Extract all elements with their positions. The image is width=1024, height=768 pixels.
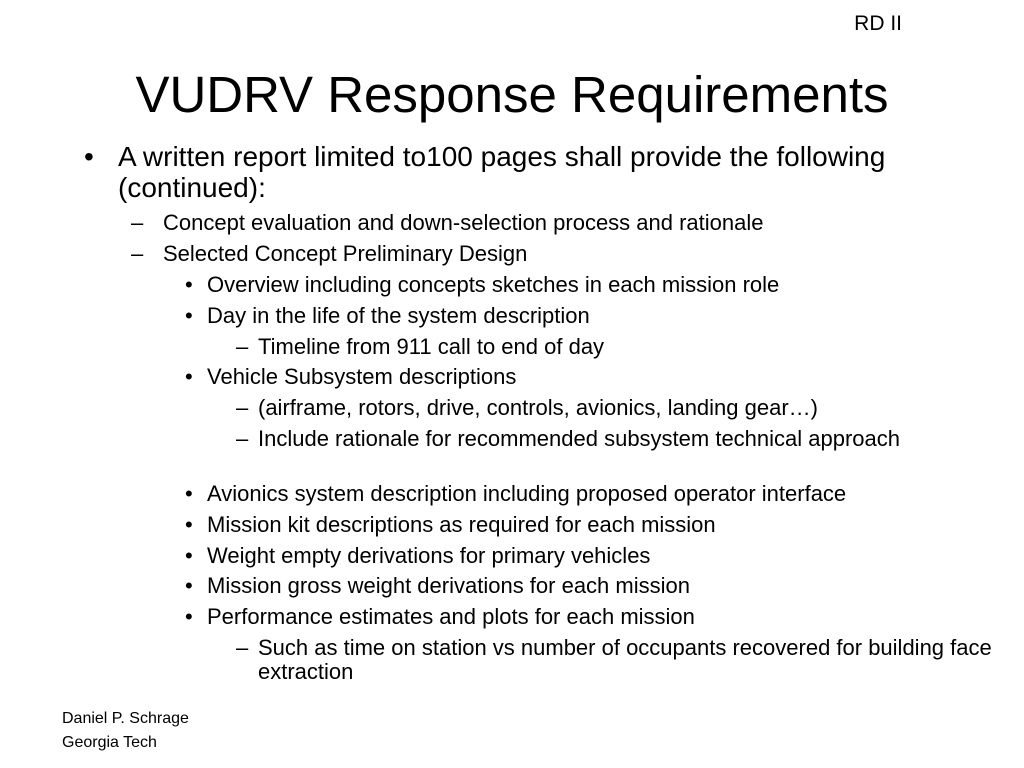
author-name: Daniel P. Schrage <box>62 710 189 727</box>
list-item <box>185 481 997 507</box>
list-item <box>236 335 998 359</box>
list-item <box>185 364 997 390</box>
list-item <box>236 636 998 684</box>
list-item <box>131 241 943 267</box>
list-item-text: Avionics system description including proposed operator interface <box>207 481 847 506</box>
list-item-text: Overview including concepts sketches in each mission role <box>207 272 780 297</box>
list-item <box>185 512 997 538</box>
dash-marker: – <box>131 241 144 266</box>
list-item-text: Mission gross weight derivations for each mission <box>207 573 690 598</box>
list-item <box>185 303 997 329</box>
dash-marker: – <box>236 426 249 451</box>
list-item <box>131 210 943 236</box>
list-item <box>236 396 998 420</box>
list-item <box>185 543 997 569</box>
list-item-text: A written report limited to100 pages shall provide the following (continued): <box>118 141 886 203</box>
dash-marker: – <box>236 334 249 359</box>
bullet-marker: • <box>185 573 193 598</box>
list-item-text: Selected Concept Preliminary Design <box>163 241 528 266</box>
bullet-marker: • <box>185 481 193 506</box>
list-item-text: Such as time on station vs number of occupants recovered for building face extraction <box>258 635 992 684</box>
list-item-text: Include rationale for recommended subsystem technical approach <box>258 426 901 451</box>
list-item <box>236 427 998 451</box>
list-item <box>185 272 997 298</box>
list-item <box>84 141 948 203</box>
footer <box>62 707 189 755</box>
list-item-text: Vehicle Subsystem descriptions <box>207 364 517 389</box>
list-item-text: Concept evaluation and down-selection process and rationale <box>163 210 764 235</box>
bullet-marker: • <box>185 303 193 328</box>
bullet-marker: • <box>185 604 193 629</box>
slide-label: RD II <box>854 12 902 35</box>
bullet-marker: • <box>185 512 193 537</box>
dash-marker: – <box>236 395 249 420</box>
dash-marker: – <box>236 635 249 660</box>
slide-title: VUDRV Response Requirements <box>135 66 889 123</box>
list-item-text: Performance estimates and plots for each mission <box>207 604 695 629</box>
list-item-text: Day in the life of the system description <box>207 303 590 328</box>
dash-marker: – <box>131 210 144 235</box>
list-item-text: (airframe, rotors, drive, controls, avionics, landing gear…) <box>258 395 818 420</box>
list-item-text: Mission kit descriptions as required for each mission <box>207 512 716 537</box>
bullet-marker: • <box>84 141 94 172</box>
list-item <box>185 604 997 630</box>
list-item-text: Weight empty derivations for primary vehicles <box>207 543 651 568</box>
list-item-text: Timeline from 911 call to end of day <box>258 334 605 359</box>
bullet-marker: • <box>185 543 193 568</box>
list-item <box>185 573 997 599</box>
bullet-marker: • <box>185 364 193 389</box>
bullet-marker: • <box>185 272 193 297</box>
author-organization: Georgia Tech <box>62 734 157 751</box>
